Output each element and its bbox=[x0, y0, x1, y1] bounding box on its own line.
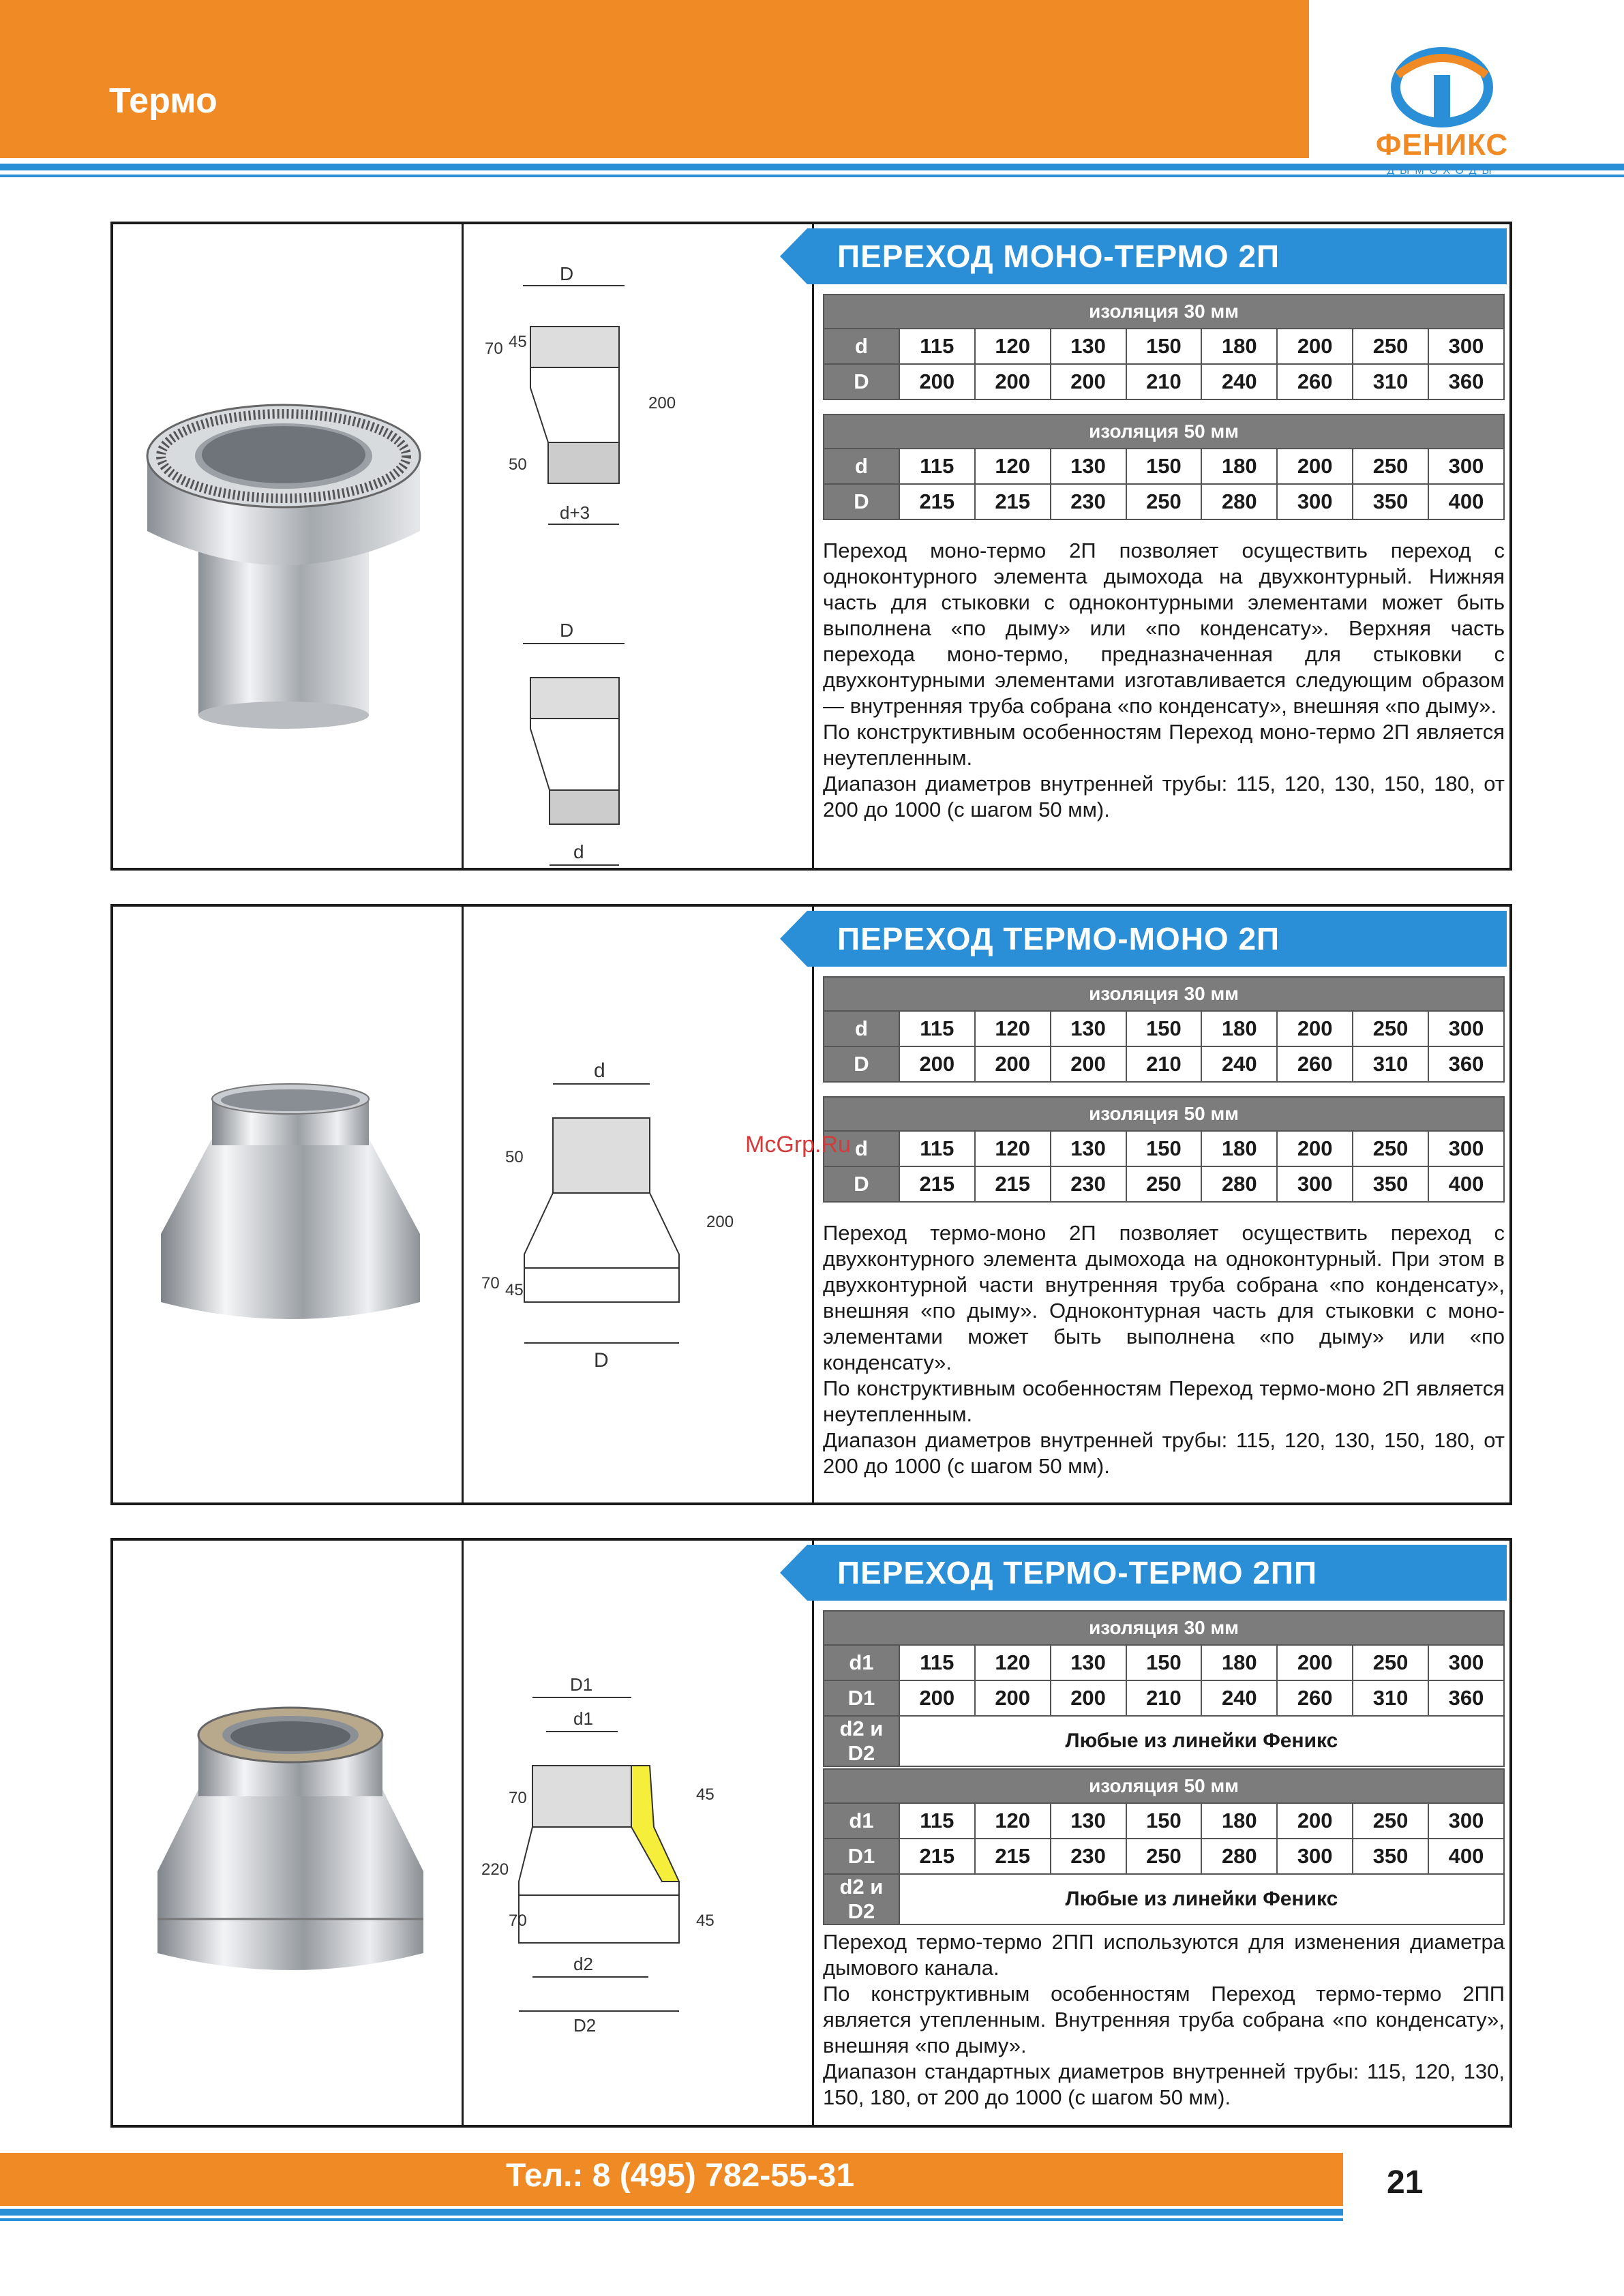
section-title: ПЕРЕХОД ТЕРМО-ТЕРМО 2ПП bbox=[837, 1555, 1318, 1590]
logo-name: ФЕНИКС bbox=[1375, 128, 1509, 162]
logo-emblem-icon bbox=[1357, 48, 1527, 130]
section-title: ПЕРЕХОД ТЕРМО-МОНО 2П bbox=[837, 921, 1280, 956]
column-divider bbox=[462, 224, 464, 868]
table-row: d2 и D2 Любые из линейки Феникс bbox=[824, 1874, 1504, 1924]
dim-200: 200 bbox=[706, 1213, 734, 1231]
table-caption: изоляция 30 мм bbox=[824, 977, 1504, 1011]
dim-d2: d2 bbox=[573, 1954, 593, 1974]
product-section-mono-termo bbox=[110, 222, 1512, 871]
section-title: ПЕРЕХОД МОНО-ТЕРМО 2П bbox=[837, 239, 1280, 274]
page-title: Термо bbox=[109, 81, 217, 121]
footer-phone: Тел.: 8 (495) 782-55-31 bbox=[506, 2158, 855, 2194]
footer-stripe-thin bbox=[0, 2218, 1343, 2221]
table-row: d 115 120 130 150 180 200 250 300 bbox=[824, 329, 1504, 364]
section-description: Переход моно-термо 2П позволяет осуществить переход с одноконтурного элемента дымохода на двухконтурный. Нижняя часть для стыковки с одноконтурными элементами может быть выполнена «по дыму» или «по конденсату». Верхняя часть перехода моно-термо, предназначенная для стыковки с двухконтурными элементами изготавливается следующим образом — внутренняя труба собрана «по конденсату», внешняя «по дыму». По конструктивным особенностям Переход моно-термо 2П является неутепленным. Диапазон диаметров внутренней трубы: 115, 120, 130, 150, 180, от 200 до 1000 (с шагом 50 мм). bbox=[823, 539, 1505, 821]
dim-D1: D1 bbox=[570, 1674, 593, 1695]
dim-70-top: 70 bbox=[509, 1789, 527, 1807]
column-divider bbox=[812, 907, 814, 1502]
dim-D-2: D bbox=[560, 620, 574, 641]
dim-D: D bbox=[594, 1349, 609, 1372]
table-caption: изоляция 50 мм bbox=[824, 414, 1504, 449]
table-caption: изоляция 50 мм bbox=[824, 1097, 1504, 1131]
dim-45: 45 bbox=[505, 1281, 524, 1299]
product-section-termo-termo bbox=[110, 1538, 1512, 2128]
column-divider bbox=[812, 224, 814, 868]
watermark-text: McGrp.Ru bbox=[745, 1132, 851, 1158]
section-description: Переход термо-термо 2ПП используются для изменения диаметра дымового канала. По конструктивным особенностям Переход термо-термо 2ПП является утепленным. Внутренняя труба собрана «по конденсату», внешняя «по дыму». Диапазон стандартных диаметров внутренней трубы: 115, 120, 130, 150, 180, от 200 до 1000 (с шагом 50 мм). bbox=[823, 1930, 1505, 2109]
table-caption: изоляция 30 мм bbox=[824, 1611, 1504, 1645]
dim-220: 220 bbox=[481, 1860, 509, 1879]
dim-D: D bbox=[560, 263, 574, 284]
spec-table-50 bbox=[823, 1768, 1505, 1925]
page-number: 21 bbox=[1387, 2164, 1424, 2201]
product-photo bbox=[151, 1694, 430, 1994]
table-row: d 115 120 130 150 180 200 250 300 bbox=[824, 449, 1504, 484]
column-divider bbox=[462, 1541, 464, 2125]
table-row: d2 и D2 Любые из линейки Феникс bbox=[824, 1716, 1504, 1766]
spec-table-50 bbox=[823, 1096, 1505, 1203]
spec-table-30 bbox=[823, 976, 1505, 1083]
table-row: D 200 200 200 210 240 260 310 360 bbox=[824, 364, 1504, 399]
dim-d-2: d bbox=[573, 841, 584, 862]
technical-drawing bbox=[471, 1023, 805, 1377]
dim-50: 50 bbox=[505, 1148, 524, 1166]
product-photo bbox=[134, 374, 440, 756]
table-row: d1 115 120 130 150 180 200 250 300 bbox=[824, 1803, 1504, 1839]
spec-table-30 bbox=[823, 294, 1505, 400]
header-band bbox=[0, 0, 1309, 158]
dim-d: d bbox=[594, 1059, 605, 1082]
table-row: d1 115 120 130 150 180 200 250 300 bbox=[824, 1645, 1504, 1680]
table-row: D 215 215 230 250 280 300 350 400 bbox=[824, 484, 1504, 519]
product-section-termo-mono bbox=[110, 904, 1512, 1505]
dim-45: 45 bbox=[509, 333, 527, 351]
spec-table-30 bbox=[823, 1610, 1505, 1767]
table-row: D1 215 215 230 250 280 300 350 400 bbox=[824, 1839, 1504, 1874]
table-row: d 115 120 130 150 180 200 250 300 bbox=[824, 1131, 1504, 1166]
table-row: D 200 200 200 210 240 260 310 360 bbox=[824, 1046, 1504, 1082]
dim-D2: D2 bbox=[573, 2015, 597, 2036]
dim-70: 70 bbox=[485, 339, 503, 358]
dim-200: 200 bbox=[648, 394, 676, 412]
column-divider bbox=[812, 1541, 814, 2125]
spec-table-50 bbox=[823, 414, 1505, 520]
table-row: D1 200 200 200 210 240 260 310 360 bbox=[824, 1680, 1504, 1716]
dim-d1: d1 bbox=[573, 1708, 593, 1729]
product-photo bbox=[154, 1084, 427, 1329]
dim-45-bottom: 45 bbox=[696, 1912, 715, 1930]
dim-50: 50 bbox=[509, 455, 527, 474]
column-divider bbox=[462, 907, 464, 1502]
brand-logo bbox=[1357, 48, 1527, 184]
dim-70: 70 bbox=[481, 1274, 500, 1293]
table-row: D 215 215 230 250 280 300 350 400 bbox=[824, 1166, 1504, 1202]
section-description: Переход термо-моно 2П позволяет осуществить переход с двухконтурного элемента дымохода на одноконтурный. При этом в двухконтурной части внутренняя труба собрана «по конденсату», внешняя «по дыму». Одноконтурная часть для стыковки с моно-элементами может быть выполнена «по дыму» или «по конденсату». По конструктивным особенностям Переход термо-моно 2П является неутепленным. Диапазон диаметров внутренней трубы: 115, 120, 130, 150, 180, от 200 до 1000 (с шагом 50 мм). bbox=[823, 1221, 1505, 1478]
technical-drawing bbox=[471, 1657, 805, 2038]
table-row: d 115 120 130 150 180 200 250 300 bbox=[824, 1011, 1504, 1046]
table-caption: изоляция 50 мм bbox=[824, 1769, 1504, 1803]
dim-45-top: 45 bbox=[696, 1785, 715, 1804]
footer-stripe bbox=[0, 2209, 1343, 2216]
logo-subtitle: ДЫМОХОДЫ bbox=[1387, 165, 1497, 177]
technical-drawing bbox=[471, 252, 805, 862]
dim-70-bottom: 70 bbox=[509, 1912, 527, 1930]
table-caption: изоляция 30 мм bbox=[824, 294, 1504, 329]
dim-d-plus-3: d+3 bbox=[560, 502, 590, 523]
